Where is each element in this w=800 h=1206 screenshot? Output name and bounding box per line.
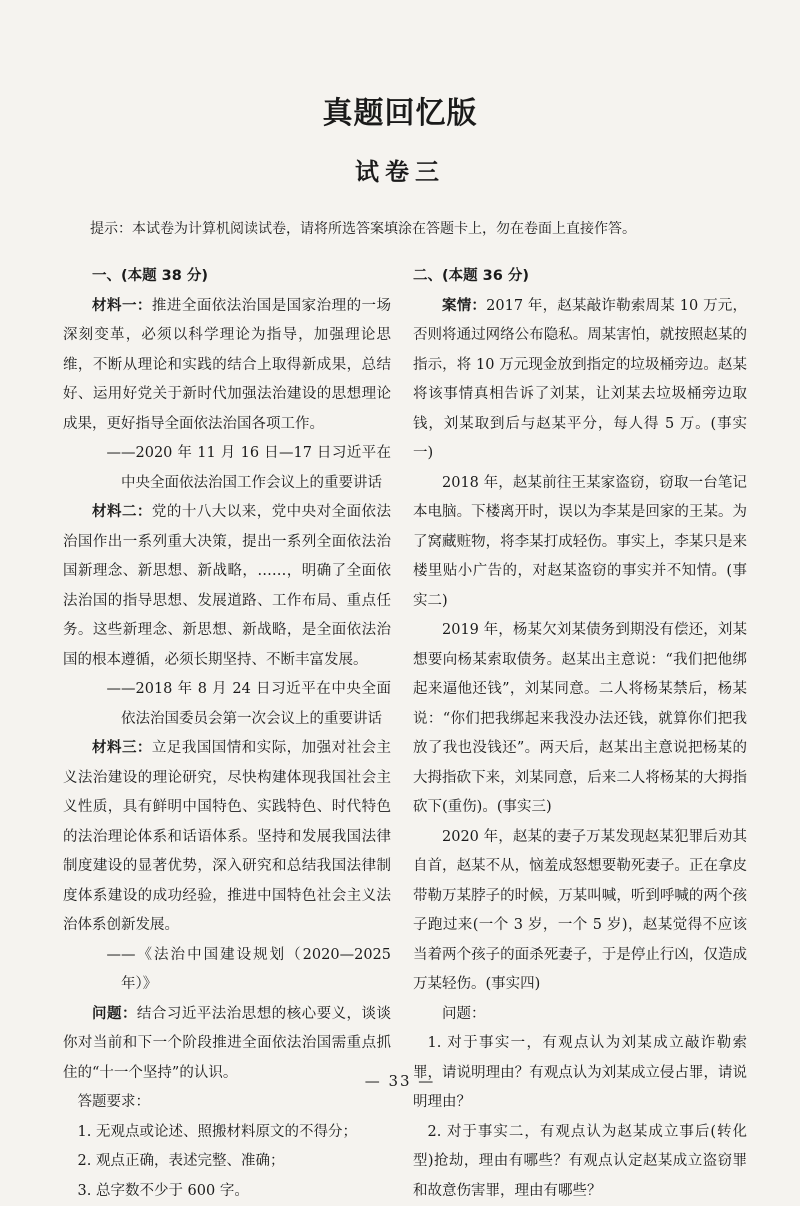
requirement-3: 3. 总字数不少于 600 字。 (63, 1177, 391, 1206)
material-1-label: 材料一： (92, 298, 152, 314)
page-number: — 33 — (0, 1072, 800, 1090)
case-fact-4: 2020 年，赵某的妻子万某发现赵某犯罪后劝其自首，赵某不从，恼羞成怒想要勒死妻子。正在拿皮带勒万某脖子的时候，万某叫喊，听到呼喊的两个孩子跑过来(一个 3 岁，一个 5 岁)，赵某觉得不应该当着两个孩子的面杀死妻子，于是停止行凶，仅造成万某轻伤。(事实四) (413, 823, 747, 1000)
question-2-2: 2. 对于事实二，有观点认为赵某成立事后(转化型)抢劫，理由有哪些？有观点认定赵某成立盗窃罪和故意伤害罪，理由有哪些？ (413, 1118, 747, 1206)
section1-heading: 一、(本题 38 分) (63, 262, 391, 292)
case-fact-3: 2019 年，杨某欠刘某债务到期没有偿还，刘某想要向杨某索取债务。赵某出主意说：“我们把他绑起来逼他还钱”，刘某同意。二人将杨某禁后，杨某说：“你们把我绑起来我没办法还钱，就算你们把我放了我也没钱还”。两天后，赵某出主意说把杨某的大拇指砍下来，刘某同意，后来二人将杨某的大拇指砍下(重伤)。(事实三) (413, 616, 747, 823)
material-3-source: ——《法治中国建设规划（2020—2025 年）》 (63, 941, 391, 1000)
material-2-text: 党的十八大以来，党中央对全面依法治国作出一系列重大决策，提出一系列全面依法治国新理念、新思想、新战略，……，明确了全面依法治国的指导思想、发展道路、工作布局、重点任务。这些新理念、新思想、新战略，是全面依法治国的根本遵循，必须长期坚持、不断丰富发展。 (63, 504, 391, 668)
material-2-source: ——2018 年 8 月 24 日习近平在中央全面依法治国委员会第一次会议上的重要讲话 (63, 675, 391, 734)
question-1-label: 问题： (92, 1006, 137, 1022)
requirement-2: 2. 观点正确，表述完整、准确； (63, 1147, 391, 1177)
questions-title: 问题： (413, 1000, 747, 1030)
material-3-label: 材料三： (92, 740, 152, 756)
requirements-title: 答题要求： (63, 1088, 391, 1118)
case-label: 案情： (442, 298, 486, 314)
material-2 (63, 498, 391, 675)
section2-heading: 二、(本题 36 分) (413, 262, 747, 292)
requirement-1: 1. 无观点或论述、照搬材料原文的不得分； (63, 1118, 391, 1148)
material-1 (63, 292, 391, 440)
question-2-1: 1. 对于事实一，有观点认为刘某成立敲诈勒索罪，请说明理由？有观点认为刘某成立侵占罪，请说明理由？ (413, 1029, 747, 1118)
left-column (63, 262, 391, 1206)
material-1-source: ——2020 年 11 月 16 日—17 日习近平在中央全面依法治国工作会议上的重要讲话 (63, 439, 391, 498)
case-fact-1-text: 2017 年，赵某敲诈勒索周某 10 万元，否则将通过网络公布隐私。周某害怕，就按照赵某的指示，将 10 万元现金放到指定的垃圾桶旁边。赵某将该事情真相告诉了刘某，让刘某去垃圾桶旁边取钱，刘某取到后与赵某平分，每人得 5 万。(事实一) (413, 298, 747, 462)
material-3 (63, 734, 391, 941)
page-subtitle: 试卷三 (0, 152, 800, 187)
material-3-text: 立足我国国情和实际，加强对社会主义法治建设的理论研究，尽快构建体现我国社会主义性质，具有鲜明中国特色、实践特色、时代特色的法治理论体系和话语体系。坚持和发展我国法律制度建设的显著优势，深入研究和总结我国法律制度体系建设的成功经验，推进中国特色社会主义法治体系创新发展。 (63, 740, 391, 933)
material-1-text: 推进全面依法治国是国家治理的一场深刻变革，必须以科学理论为指导，加强理论思维，不断从理论和实践的结合上取得新成果，总结好、运用好党关于新时代加强法治建设的思想理论成果，更好指导全面依法治国各项工作。 (63, 298, 391, 432)
right-column (413, 262, 747, 1206)
exam-notice: 提示：本试卷为计算机阅读试卷，请将所选答案填涂在答题卡上，勿在卷面上直接作答。 (90, 217, 750, 241)
case-fact-2: 2018 年，赵某前往王某家盗窃，窃取一台笔记本电脑。下楼离开时，误以为李某是回家的王某。为了窝藏赃物，将李某打成轻伤。事实上，李某只是来楼里贴小广告的，对赵某盗窃的事实并不知情。(事实二) (413, 469, 747, 617)
page-title: 真题回忆版 (0, 88, 800, 132)
case-fact-1 (413, 292, 747, 469)
question-1-text: 结合习近平法治思想的核心要义，谈谈你对当前和下一个阶段推进全面依法治国需重点抓住的“十一个坚持”的认识。 (63, 1006, 391, 1081)
material-2-label: 材料二： (92, 504, 152, 520)
